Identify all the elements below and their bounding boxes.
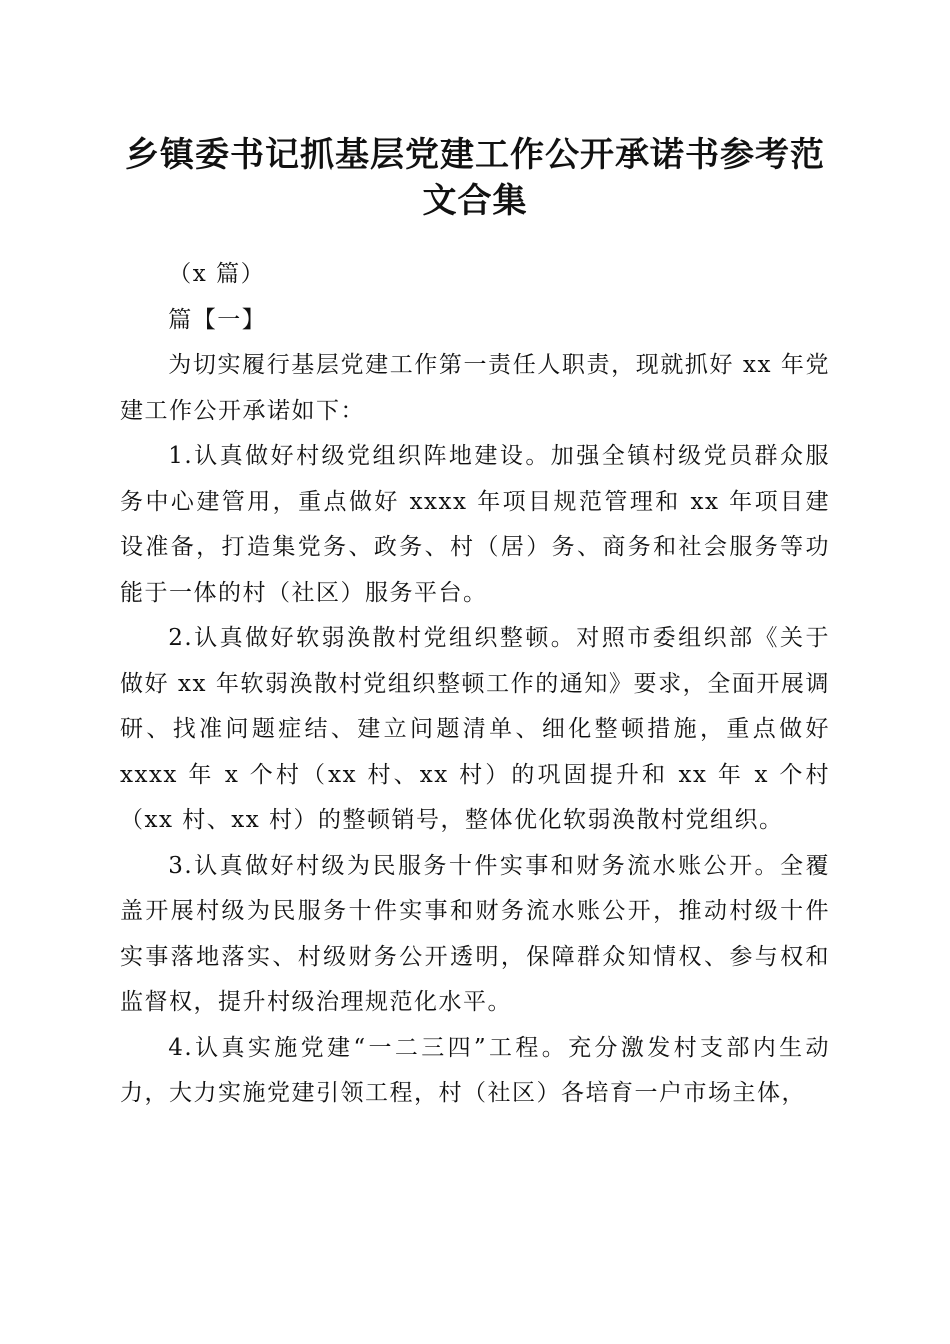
title-line-2: 文合集 (422, 181, 528, 221)
body-paragraph-item-4: 4.认真实施党建“一二三四”工程。充分激发村支部内生动力，大力实施党建引领工程，村（社区）各培育一户市场主体， (120, 1034, 830, 1106)
body-paragraph-intro: 为切实履行基层党建工作第一责任人职责，现就抓好 xx 年党建工作公开承诺如下： (120, 352, 830, 424)
body-paragraph-item-3: 3.认真做好村级为民服务十件实事和财务流水账公开。全覆盖开展村级为民服务十件实事和财务流水账公开，推动村级十件实事落地落实、村级财务公开透明，保障群众知情权、参与权和监督权，提升村级治理规范化水平。 (120, 852, 830, 1015)
title-line-1: 乡镇委书记抓基层党建工作公开承诺书参考范 (125, 135, 825, 175)
document-body (120, 252, 830, 1117)
article-count: （x 篇） (168, 261, 266, 287)
section-heading: 篇【一】 (168, 306, 267, 333)
body-paragraph-item-1: 1.认真做好村级党组织阵地建设。加强全镇村级党员群众服务中心建管用，重点做好 xxxx 年项目规范管理和 xx 年项目建设准备，打造集党务、政务、村（居）务、商务和社会服务等功能于一体的村（社区）服务平台。 (120, 443, 830, 606)
body-paragraph-item-2: 2.认真做好软弱涣散村党组织整顿。对照市委组织部《关于做好 xx 年软弱涣散村党组织整顿工作的通知》要求，全面开展调研、找准问题症结、建立问题清单、细化整顿措施，重点做好 xxxx 年 x 个村（xx 村、xx 村）的巩固提升和 xx 年 x 个村（xx 村、xx 村）的整顿销号，整体优化软弱涣散村党组织。 (120, 625, 830, 833)
document-title (110, 132, 840, 224)
